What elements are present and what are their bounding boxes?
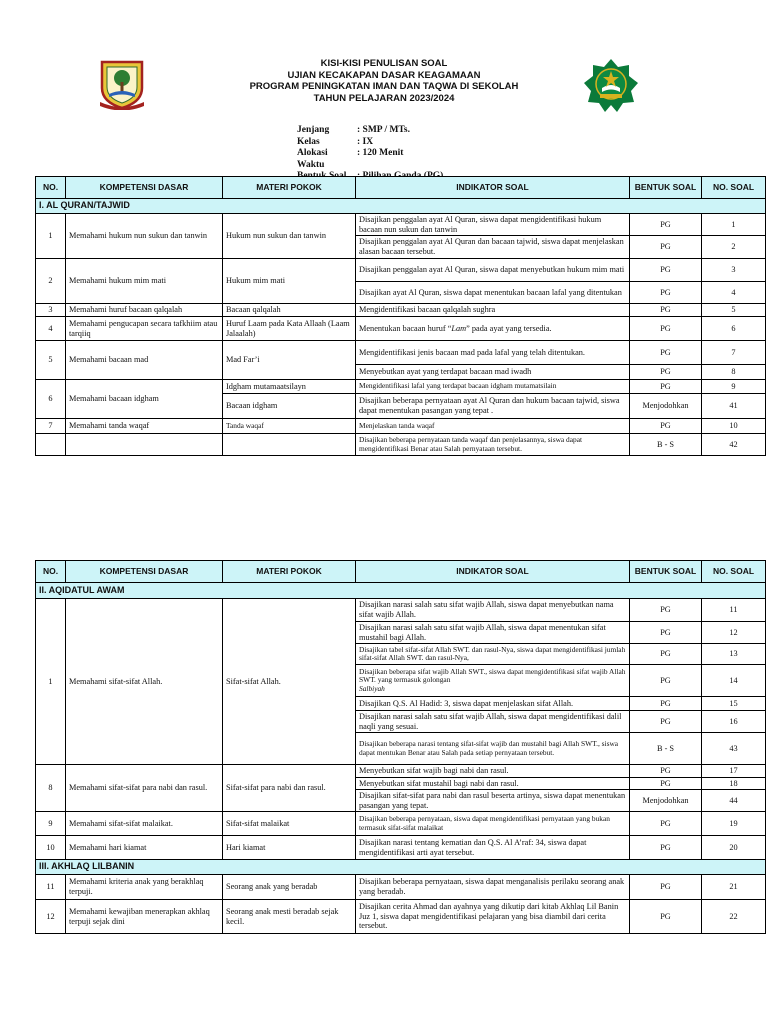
cell-indikator: Menyebutkan ayat yang terdapat bacaan mad iwadh [356, 365, 630, 380]
cell-no-soal: 41 [702, 394, 766, 419]
cell-kompetensi: Memahami pengucapan secara tafkhiim atau tarqiiq [66, 317, 223, 341]
cell-no-soal: 14 [702, 665, 766, 697]
cell-indikator: Disajikan beberapa pernyataan tanda waqaf dan penjelasannya, siswa dapat mengidentifikasi Benar atau Salah pernyataan tersebut. [356, 434, 630, 456]
table-header-row [36, 561, 766, 583]
cell-indikator [356, 665, 630, 697]
cell-no: 9 [36, 812, 66, 836]
table-row [36, 812, 766, 836]
info-value: : IX [357, 136, 374, 147]
cell-bentuk: B - S [630, 434, 702, 456]
cell-bentuk: PG [630, 836, 702, 860]
cell-materi: Sifat-sifat Allah. [223, 599, 356, 765]
cell-materi: Mad Far’i [223, 341, 356, 380]
cell-kompetensi: Memahami huruf bacaan qalqalah [66, 304, 223, 317]
section-row [36, 583, 766, 599]
col-header-kompetensi: KOMPETENSI DASAR [66, 561, 223, 583]
cell-indikator: Menjelaskan tanda waqaf [356, 419, 630, 434]
cell-kompetensi: Memahami sifat-sifat para nabi dan rasul. [66, 765, 223, 812]
col-header-kompetensi: KOMPETENSI DASAR [66, 177, 223, 199]
info-value: : SMP / MTs. [357, 125, 410, 135]
exam-info-block [297, 125, 443, 183]
cell-no-soal: 13 [702, 644, 766, 665]
cell-no-soal: 16 [702, 711, 766, 733]
table-row [36, 317, 766, 341]
cell-no-soal: 42 [702, 434, 766, 456]
cell-indikator: Disajikan penggalan ayat Al Quran, siswa dapat mengidentifikasi hukum bacaan nun sukun dan tanwin [356, 214, 630, 236]
cell-no: 3 [36, 304, 66, 317]
cell-indikator: Disajikan cerita Ahmad dan ayahnya yang dikutip dari kitab Akhlaq Lil Banin Juz 1, siswa dapat mengidentifikasi pelajaran yang bisa diambil dari cerita tersebut. [356, 900, 630, 934]
cell-indikator [356, 317, 630, 341]
table-header-row [36, 177, 766, 199]
cell-bentuk: PG [630, 665, 702, 697]
cell-bentuk: PG [630, 622, 702, 644]
col-header-no: NO. [36, 177, 66, 199]
cell-bentuk: PG [630, 365, 702, 380]
cell-materi: Bacaan idgham [223, 394, 356, 419]
table-row [36, 214, 766, 236]
cell-no-soal: 7 [702, 341, 766, 365]
kisi-kisi-table-quran [35, 176, 766, 456]
cell-materi: Seorang anak mesti beradab sejak kecil. [223, 900, 356, 934]
col-header-indikator: INDIKATOR SOAL [356, 177, 630, 199]
cell-indikator: Menyebutkan sifat wajib bagi nabi dan rasul. [356, 765, 630, 778]
cell-materi: Bacaan qalqalah [223, 304, 356, 317]
cell-indikator: Disajikan penggalan ayat Al Quran dan bacaan tajwid, siswa dapat menjelaskan alasan bacaan tersebut. [356, 236, 630, 259]
cell-bentuk: PG [630, 778, 702, 790]
cell-materi: Sifat-sifat malaikat [223, 812, 356, 836]
section-title: II. AQIDATUL AWAM [36, 583, 766, 599]
cell-materi [223, 434, 356, 456]
info-value: : 120 Menit [357, 148, 404, 158]
cell-no: 7 [36, 419, 66, 434]
table-row [36, 599, 766, 622]
cell-kompetensi: Memahami hukum nun sukun dan tanwin [66, 214, 223, 259]
cell-indikator: Disajikan beberapa pernyataan, siswa dapat menganalisis perilaku seorang anak yang beradab. [356, 875, 630, 900]
table-row [36, 875, 766, 900]
section-row [36, 860, 766, 875]
cell-no-soal: 1 [702, 214, 766, 236]
cell-materi: Hari kiamat [223, 836, 356, 860]
cell-bentuk: PG [630, 875, 702, 900]
cell-no: 2 [36, 259, 66, 304]
cell-no-soal: 5 [702, 304, 766, 317]
cell-bentuk: PG [630, 304, 702, 317]
cell-indikator: Disajikan ayat Al Quran, siswa dapat menentukan bacaan lafal yang ditentukan [356, 282, 630, 304]
cell-indikator: Disajikan penggalan ayat Al Quran, siswa dapat menyebutkan hukum mim mati [356, 259, 630, 282]
cell-bentuk: PG [630, 317, 702, 341]
table-row [36, 765, 766, 778]
cell-kompetensi: Memahami bacaan idgham [66, 380, 223, 419]
cell-indikator: Disajikan sifat-sifat para nabi dan rasul beserta artinya, siswa dapat menentukan pasangan yang tepat. [356, 790, 630, 812]
cell-no-soal: 10 [702, 419, 766, 434]
info-row-kelas [297, 137, 443, 149]
cell-no-soal: 11 [702, 599, 766, 622]
cell-no-soal: 43 [702, 733, 766, 765]
cell-no: 12 [36, 900, 66, 934]
indikator-text: ” pada ayat yang tersedia. [466, 323, 552, 333]
section-title: I. AL QURAN/TAJWID [36, 199, 766, 214]
cell-materi: Tanda waqaf [223, 419, 356, 434]
cell-no: 5 [36, 341, 66, 380]
cell-no-soal: 12 [702, 622, 766, 644]
cell-kompetensi: Memahami sifat-sifat malaikat. [66, 812, 223, 836]
cell-bentuk: Menjodohkan [630, 790, 702, 812]
cell-kompetensi: Memahami bacaan mad [66, 341, 223, 380]
indikator-text: Menentukan bacaan huruf “ [359, 323, 452, 333]
cell-indikator: Mengidentifikasi bacaan qalqalah sughra [356, 304, 630, 317]
cell-indikator: Disajikan narasi salah satu sifat wajib Allah, siswa dapat menyebutkan nama sifat wajib Allah. [356, 599, 630, 622]
cell-no-soal: 22 [702, 900, 766, 934]
cell-indikator: Disajikan tabel sifat-sifat Allah SWT. dan rasul-Nya, siswa dapat mengidentifikasi jumlah sifat-sifat Allah SWT. dan rasul-Nya, [356, 644, 630, 665]
table-row [36, 380, 766, 394]
cell-no-soal: 17 [702, 765, 766, 778]
cell-no: 1 [36, 599, 66, 765]
table-row [36, 259, 766, 282]
cell-bentuk: PG [630, 812, 702, 836]
cell-no-soal: 9 [702, 380, 766, 394]
cell-bentuk: PG [630, 711, 702, 733]
cell-indikator: Disajikan beberapa pernyataan ayat Al Quran dan hukum bacaan tajwid, siswa dapat menentukan pasangan yang tepat . [356, 394, 630, 419]
indikator-text: Disajikan beberapa sifat wajib Allah SWT., siswa dapat mengidentifikasi sifat wajib Allah SWT. yang termasuk golongan [359, 666, 626, 685]
cell-no: 4 [36, 317, 66, 341]
cell-no-soal: 18 [702, 778, 766, 790]
doc-title-line-4: TAHUN PELAJARAN 2023/2024 [313, 92, 455, 104]
cell-indikator: Mengidentifikasi lafal yang terdapat bacaan idgham mutamatsilain [356, 380, 630, 394]
doc-title-line-2: UJIAN KECAKAPAN DASAR KEAGAMAAN [287, 69, 481, 81]
cell-indikator: Disajikan Q.S. Al Hadid: 3, siswa dapat menjelaskan sifat Allah. [356, 697, 630, 711]
indikator-italic: Salbiyah [359, 683, 385, 693]
cell-no: 6 [36, 380, 66, 419]
table-row [36, 419, 766, 434]
cell-indikator: Menyebutkan sifat mustahil bagi nabi dan rasul. [356, 778, 630, 790]
cell-kompetensi: Memahami tanda waqaf [66, 419, 223, 434]
cell-no-soal: 8 [702, 365, 766, 380]
cell-kompetensi: Memahami hukum mim mati [66, 259, 223, 304]
cell-materi: Hukum mim mati [223, 259, 356, 304]
col-header-no-soal: NO. SOAL [702, 177, 766, 199]
col-header-bentuk: BENTUK SOAL [630, 177, 702, 199]
col-header-materi: MATERI POKOK [223, 177, 356, 199]
cell-materi: Hukum nun sukun dan tanwin [223, 214, 356, 259]
cell-bentuk: PG [630, 341, 702, 365]
cell-bentuk: PG [630, 697, 702, 711]
table-row [36, 341, 766, 365]
cell-no-soal: 6 [702, 317, 766, 341]
cell-materi: Idgham mutamaatsilayn [223, 380, 356, 394]
cell-kompetensi: Memahami kewajiban menerapkan akhlaq terpuji sejak dini [66, 900, 223, 934]
cell-kompetensi: Memahami hari kiamat [66, 836, 223, 860]
cell-bentuk: PG [630, 380, 702, 394]
cell-bentuk: PG [630, 282, 702, 304]
col-header-no: NO. [36, 561, 66, 583]
table-row [36, 836, 766, 860]
cell-kompetensi: Memahami kriteria anak yang berakhlaq terpuji. [66, 875, 223, 900]
doc-title-line-3: PROGRAM PENINGKATAN IMAN DAN TAQWA DI SEKOLAH [249, 81, 519, 92]
cell-indikator: Disajikan narasi salah satu sifat wajib Allah, siswa dapat mengidentifikasi dalil naqli yang sesuai. [356, 711, 630, 733]
document-header [0, 0, 768, 180]
cell-no-soal: 4 [702, 282, 766, 304]
cell-no-soal: 2 [702, 236, 766, 259]
cell-bentuk: PG [630, 765, 702, 778]
cell-bentuk: PG [630, 419, 702, 434]
cell-indikator: Disajikan narasi tentang kematian dan Q.S. Al A’raf: 34, siswa dapat mengidentifikasi arti ayat tersebut. [356, 836, 630, 860]
cell-bentuk: PG [630, 236, 702, 259]
cell-no: 11 [36, 875, 66, 900]
table-row [36, 900, 766, 934]
cell-bentuk: PG [630, 259, 702, 282]
cell-bentuk: Menjodohkan [630, 394, 702, 419]
cell-kompetensi [66, 434, 223, 456]
cell-bentuk: PG [630, 599, 702, 622]
cell-no: 1 [36, 214, 66, 259]
cell-no-soal: 15 [702, 697, 766, 711]
cell-indikator: Disajikan beberapa pernyataan, siswa dapat mengidentifikasi pernyataan yang bukan termasuk sifat-sifat malaikat [356, 812, 630, 836]
table-row [36, 304, 766, 317]
cell-no-soal: 21 [702, 875, 766, 900]
table-row [36, 434, 766, 456]
cell-indikator: Disajikan beberapa narasi tentang sifat-sifat wajib dan mustahil bagi Allah SWT., siswa dapat mentukan Benar atau Salah pada setiap pernyataan tersebut. [356, 733, 630, 765]
cell-bentuk: B - S [630, 733, 702, 765]
info-row-alokasi [297, 148, 443, 171]
cell-no: 10 [36, 836, 66, 860]
doc-title-line-1: KISI-KISI PENULISAN SOAL [320, 58, 448, 69]
cell-bentuk: PG [630, 214, 702, 236]
cell-no-soal: 19 [702, 812, 766, 836]
col-header-materi: MATERI POKOK [223, 561, 356, 583]
col-header-bentuk: BENTUK SOAL [630, 561, 702, 583]
cell-indikator: Disajikan narasi salah satu sifat wajib Allah, siswa dapat menentukan sifat mustahil bagi Allah. [356, 622, 630, 644]
cell-materi: Huruf Laam pada Kata Allaah (Laam Jalaalah) [223, 317, 356, 341]
document-title-block [0, 58, 768, 104]
info-label: Alokasi Waktu [297, 148, 328, 170]
cell-no-soal: 44 [702, 790, 766, 812]
cell-no-soal: 3 [702, 259, 766, 282]
info-label: Jenjang [297, 125, 330, 135]
cell-bentuk: PG [630, 644, 702, 665]
cell-materi: Sifat-sifat para nabi dan rasul. [223, 765, 356, 812]
col-header-no-soal: NO. SOAL [702, 561, 766, 583]
info-label: Kelas [297, 136, 320, 147]
section-title: III. AKHLAQ LILBANIN [36, 860, 766, 875]
indikator-italic: Lam [451, 323, 467, 333]
section-row [36, 199, 766, 214]
kisi-kisi-table-aqidah [35, 560, 766, 934]
cell-no: 8 [36, 765, 66, 812]
cell-bentuk: PG [630, 900, 702, 934]
cell-no [36, 434, 66, 456]
info-row-jenjang [297, 125, 443, 137]
col-header-indikator: INDIKATOR SOAL [356, 561, 630, 583]
cell-kompetensi: Memahami sifat-sifat Allah. [66, 599, 223, 765]
cell-indikator: Mengidentifikasi jenis bacaan mad pada lafal yang telah ditentukan. [356, 341, 630, 365]
cell-materi: Seorang anak yang beradab [223, 875, 356, 900]
cell-no-soal: 20 [702, 836, 766, 860]
